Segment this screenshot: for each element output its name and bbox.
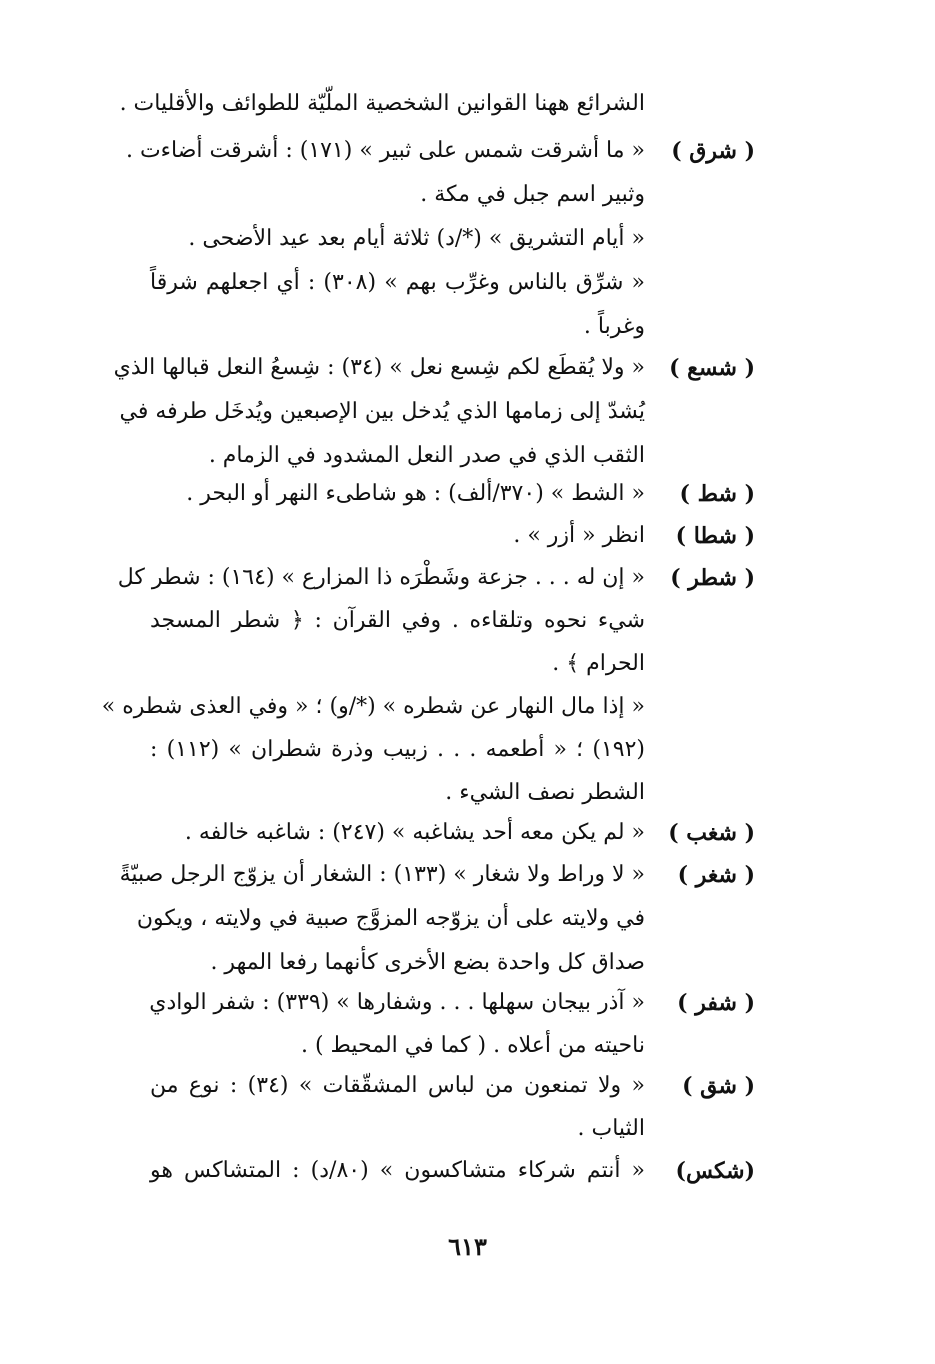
entry-text-line: « آذر بيجان سهلها . . . وشفارها » (٣٣٩) : شفر الوادي	[149, 990, 645, 1015]
entry-headword: ( شرق )	[671, 138, 755, 164]
entry-text-line: وغرباً .	[583, 314, 645, 339]
entry-text-line: الثياب .	[577, 1116, 645, 1141]
entry-text-line: « إن له . . . جزعة وشَطْرَه ذا المزارع » (١٦٤) : شطر كل	[117, 565, 645, 590]
entry-text-line: وثبير اسم جبل في مكة .	[420, 182, 645, 207]
entry-headword: ( شغب )	[668, 820, 755, 846]
entry-headword: ( شط )	[679, 481, 755, 507]
entry-text-line: « أنتم شركاء متشاكسون » (٨٠/د) : المتشاكس هو	[150, 1158, 645, 1183]
entry-text-line: « لا وراط ولا شغار » (١٣٣) : الشغار أن يزوّج الرجل صبيّةً	[119, 862, 645, 887]
page-number: ٦١٣	[448, 1232, 487, 1261]
entry-text-line: « الشط » (٣٧٠/ألف) : هو شاطىء النهر أو البحر .	[186, 481, 645, 506]
entry-text-line: انظر « أزر » .	[513, 523, 645, 548]
entry-text-line: في ولايته على أن يزوّجه المزوَّج صبية في ولايته ، ويكون	[136, 906, 645, 931]
entry-headword: ( شسع )	[669, 355, 755, 381]
entry-text-line: « إذا مال النهار عن شطره » (*/و) ؛ « وفي العذى شطره »	[101, 694, 645, 719]
entry-text-line: صداق كل واحدة بضع الأخرى كأنهما رفعا المهر .	[210, 950, 645, 975]
entry-text-line: « شرِّق بالناس وغرِّب بهم » (٣٠٨) : أي اجعلهم شرقاً	[150, 270, 646, 295]
entry-text-line: الشرائع ههنا القوانين الشخصية الملّيّة للطوائف والأقليات .	[119, 91, 645, 116]
entry-headword: (شكس)	[675, 1158, 755, 1184]
entry-headword: ( شغر )	[677, 862, 755, 888]
entry-headword: ( شق )	[682, 1073, 755, 1099]
entry-text-line: شيء نحوه وتلقاءه . وفي القرآن : ﴿ شطر المسجد	[150, 608, 645, 633]
entry-text-line: « أيام التشريق » (*/د) ثلاثة أيام بعد عيد الأضحى .	[188, 226, 645, 251]
entry-text-line: (١٩٢) ؛ « أطعمه . . . زبيب وذرة شطران » (١١٢) :	[150, 737, 645, 762]
entry-headword: ( شطا )	[675, 523, 755, 549]
entry-headword: ( شطر )	[670, 565, 755, 591]
entry-text-line: الحرام ﴾ .	[552, 651, 645, 676]
entry-headword: ( شفر )	[677, 990, 755, 1016]
entry-text-line: ناحيته من أعلاه . ( كما في المحيط ) .	[300, 1033, 645, 1058]
entry-text-line: يُشدّ إلى زمامها الذي يُدخل بين الإصبعين ويُدخَل طرفه في	[119, 399, 645, 424]
entry-text-line: الشطر نصف الشيء .	[445, 780, 645, 805]
entry-text-line: « ما أشرقت شمس على ثبير » (١٧١) : أشرقت أضاءت .	[125, 138, 645, 163]
entry-text-line: الثقب الذي في صدر النعل المشدود في الزمام .	[208, 443, 645, 468]
entry-text-line: « ولا تمنعون من لباس المشقّقات » (٣٤) : نوع من	[150, 1073, 645, 1098]
entry-text-line: « ولا يُقطَع لكم شِسع نعل » (٣٤) : شِسعُ النعل قبالها الذي	[113, 355, 645, 380]
entry-text-line: « لم يكن معه أحد يشاغبه » (٢٤٧) : شاغبه خالفه .	[184, 820, 645, 845]
